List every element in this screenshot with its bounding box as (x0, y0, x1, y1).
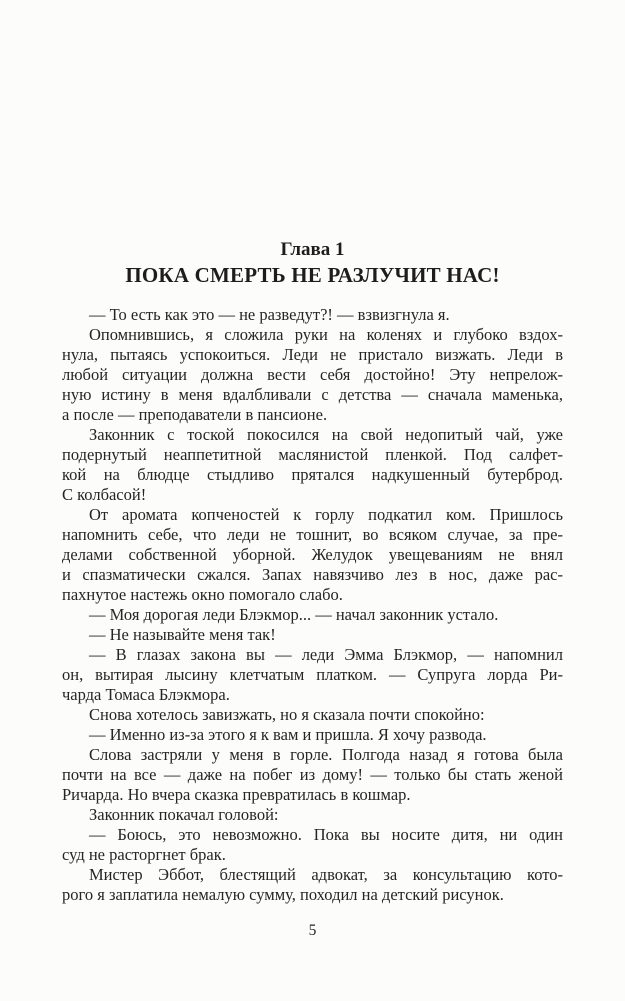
page-body (62, 305, 563, 905)
paragraph (62, 725, 563, 745)
chapter-title: ПОКА СМЕРТЬ НЕ РАЗЛУЧИТ НАС! (125, 263, 500, 287)
text-line: напомнить себе, что леди не тошнит, во всяком случае, за пре- (62, 525, 563, 544)
paragraph (62, 505, 563, 605)
paragraph (62, 865, 563, 905)
text-line: — Не называйте меня так! (89, 625, 276, 644)
text-line: Опомнившись, я сложила руки на коленях и глубоко вздох- (89, 325, 563, 344)
text-line: С колбасой! (62, 485, 147, 504)
text-line: подернутый неаппетитной маслянистой пленкой. Под салфет- (62, 445, 563, 464)
text-line: Законник с тоской покосился на свой недопитый чай, уже (89, 425, 563, 444)
text-line: Мистер Эббот, блестящий адвокат, за консультацию кото- (89, 865, 563, 884)
text-line: он, вытирая лысину клетчатым платком. — Супруга лорда Ри- (62, 665, 563, 684)
chapter-heading (0, 238, 625, 289)
text-line: Слова застряли у меня в горле. Полгода назад я готова была (89, 745, 563, 764)
paragraph (62, 625, 563, 645)
text-line: — В глазах закона вы — леди Эмма Блэкмор, — напомнил (89, 645, 563, 664)
text-line: нула, пытаясь успокоиться. Леди не пристало визжать. Леди в (62, 345, 563, 364)
text-line: чарда Томаса Блэкмора. (62, 685, 230, 704)
chapter-label: Глава 1 (280, 239, 345, 260)
text-line: рого я заплатила немалую сумму, походил на детский рисунок. (62, 885, 504, 904)
text-line: любой ситуации должна вести себя достойно! Эту непрелож- (62, 365, 563, 384)
paragraph (62, 645, 563, 705)
text-line: кой на блюдце стыдливо прятался надкушенный бутерброд. (62, 465, 563, 484)
text-line: и спазматически сжался. Запах навязчиво лез в нос, даже рас- (62, 565, 563, 584)
paragraph (62, 325, 563, 425)
paragraph (62, 705, 563, 725)
text-line: пахнутое настежь окно помогало слабо. (62, 585, 343, 604)
paragraph (62, 605, 563, 625)
text-line: Снова хотелось завизжать, но я сказала почти спокойно: (89, 705, 485, 724)
text-line: делами собственной уборной. Желудок увещеваниям не внял (62, 545, 563, 564)
paragraph (62, 745, 563, 805)
text-line: — Боюсь, это невозможно. Пока вы носите дитя, ни один (89, 825, 563, 844)
text-line: Ричарда. Но вчера сказка превратилась в кошмар. (62, 785, 411, 804)
text-line: почти на все — даже на побег из дому! — только бы стать женой (62, 765, 563, 784)
text-line: — То есть как это — не разведут?! — взвизгнула я. (89, 305, 450, 324)
page-number: 5 (308, 922, 317, 939)
text-line: — Именно из-за этого я к вам и пришла. Я хочу развода. (89, 725, 487, 744)
text-line: — Моя дорогая леди Блэкмор... — начал законник устало. (89, 605, 499, 624)
text-line: а после — преподаватели в пансионе. (62, 405, 328, 424)
text-line: суд не расторгнет брак. (62, 845, 226, 864)
text-line: Законник покачал головой: (89, 805, 279, 824)
text-line: От аромата копченостей к горлу подкатил ком. Пришлось (89, 505, 563, 524)
paragraph (62, 305, 563, 325)
paragraph (62, 805, 563, 825)
paragraph (62, 425, 563, 505)
paragraph (62, 825, 563, 865)
text-line: ную истину в меня вдалбливали с детства — сначала маменька, (62, 385, 563, 404)
